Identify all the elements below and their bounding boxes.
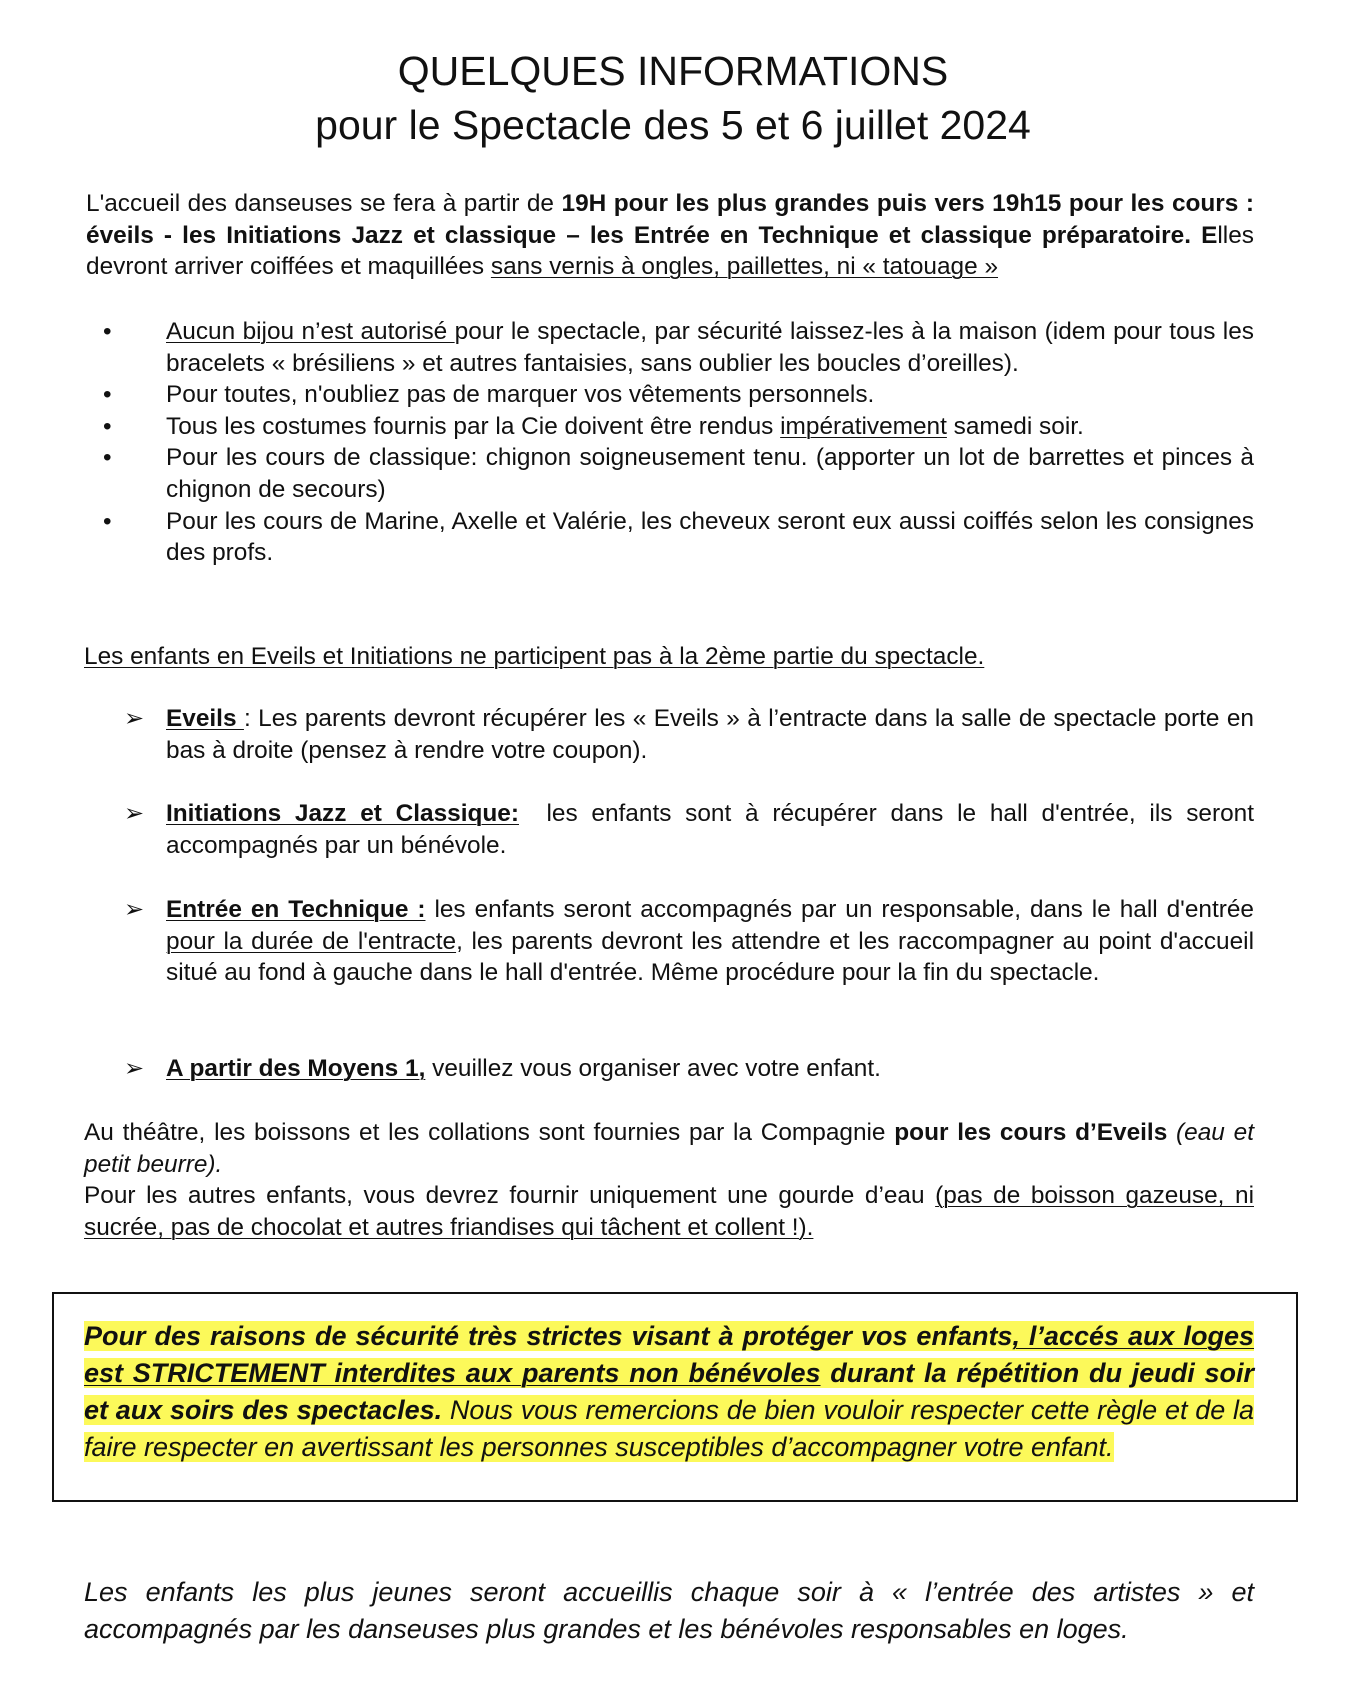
eveils-pickup-text [166,703,1254,766]
list-item [0,506,1254,569]
initiations-label: Initiations Jazz et Classique: [166,800,519,827]
intro-paragraph [86,188,1254,283]
page-title [0,44,1346,152]
eveils-initiations-note: Les enfants en Eveils et Initiations ne participent pas à la 2ème partie du spectacle. [84,643,985,670]
moyens-body: veuillez vous organiser avec votre enfant. [425,1055,881,1082]
bullet-icon: • [103,507,112,535]
warning-bold-2: durant la répétition du jeudi soir et aux soirs des spectacles. [84,1358,1254,1425]
bullet-1-text: pour le spectacle, par sécurité laissez-les à la maison (idem pour tous les bracelets « brésiliens » et autres fantaisies, sans oublier les boucles d’oreilles). [166,318,1254,377]
rules-bullet-list [0,316,1346,569]
technique-label: Entrée en Technique : [166,896,426,923]
arrow-bullet-icon: ➢ [124,704,145,732]
intro-text-2: lles devront arriver coiffées et maquillées [86,221,1254,281]
technique-underlined: pour la durée de l'entracte [166,927,457,955]
initiations-text: les enfants sont à récupérer dans le hall d'entrée, ils seront accompagnés par un bénévole. [166,800,1261,859]
arrow-bullet-icon: ➢ [124,799,145,827]
security-warning-text [84,1318,1254,1466]
bullet-3-text-b: samedi soir. [946,412,1084,440]
theatre-italic: (eau et petit beurre). [84,1119,1254,1178]
theatre-bold: pour les cours d’Eveils [894,1119,1168,1146]
closing-paragraph: Les enfants les plus jeunes seront accueillis chaque soir à « l’entrée des artistes » et accompagnés par les danseuses plus grandes et les bénévoles responsables en loges. [84,1577,1254,1644]
list-item [0,316,1254,379]
theatre-text-2: Pour les autres enfants, vous devrez fournir uniquement une gourde d’eau [84,1182,936,1210]
eveils-text: : Les parents devront récupérer les « Eveils » à l’entracte dans la salle de spectacle porte en bas à droite (pensez à rendre votre coupon). [166,705,1254,764]
theatre-snacks-paragraph [84,1117,1254,1243]
bullet-1-underlined: Aucun bijou n’est autorisé [166,318,455,345]
bullet-5-text: Pour les cours de Marine, Axelle et Valérie, les cheveux seront eux aussi coiffés selon les consignes des profs. [166,507,1254,567]
warning-text: Nous vous remercions de bien vouloir respecter cette règle et de la faire respecter en avertissant les personnes susceptibles d’accompagner votre enfant. [84,1395,1254,1462]
bullet-icon: • [103,381,112,409]
intro-underlined: sans vernis à ongles, paillettes, ni « tatouage » [490,253,999,281]
bullet-icon: • [103,318,112,345]
moyens-text [166,1053,1254,1085]
list-item [0,379,1254,411]
title-line-1: QUELQUES INFORMATIONS [397,48,949,94]
warning-bold-underlined: , l’accés aux loges est STRICTEMENT interdites aux parents non bénévoles [84,1321,1254,1388]
bullet-icon: • [103,444,112,472]
warning-bold-1: Pour des raisons de sécurité très strictes visant à protéger vos enfants [84,1321,1013,1351]
technique-text-2: , les parents devront les attendre et les raccompagner au point d'accueil situé au fond à gauche dans le hall d'entrée. Même procédure pour la fin du spectacle. [166,927,1254,987]
list-item [0,442,1254,505]
list-item [0,411,1254,443]
arrow-bullet-icon: ➢ [124,1054,145,1082]
bullet-4-text: Pour les cours de classique: chignon soigneusement tenu. (apporter un lot de barrettes et pinces à chignon de secours) [166,444,1254,503]
title-line-2: pour le Spectacle des 5 et 6 juillet 2024 [315,102,1031,148]
initiations-pickup-text [166,798,1261,861]
theatre-underlined: (pas de boisson gazeuse, ni sucrée, pas de chocolat et autres friandises qui tâchent et collent !). [84,1182,1254,1241]
intro-text-1: L'accueil des danseuses se fera à partir de [86,190,562,217]
arrow-bullet-icon: ➢ [124,895,145,923]
theatre-text-1: Au théâtre, les boissons et les collations sont fournies par la Compagnie [84,1119,895,1146]
bullet-3-underlined: impérativement [780,412,947,440]
bullet-icon: • [103,412,112,440]
technique-pickup-text [166,894,1254,989]
eveils-label: Eveils [166,705,244,732]
bullet-2-text: Pour toutes, n'oubliez pas de marquer vos vêtements personnels. [166,381,875,409]
moyens-label: A partir des Moyens 1, [166,1055,426,1082]
technique-text-1: les enfants seront accompagnés par un responsable, dans le hall d'entrée [425,896,1254,923]
intro-bold: 19H pour les plus grandes puis vers 19h15 pour les cours : éveils - les Initiations Jazz et classique – les Entrée en Technique et classique préparatoire. E [86,190,1254,249]
bullet-3-text-a: Tous les costumes fournis par la Cie doivent être rendus [166,412,781,440]
